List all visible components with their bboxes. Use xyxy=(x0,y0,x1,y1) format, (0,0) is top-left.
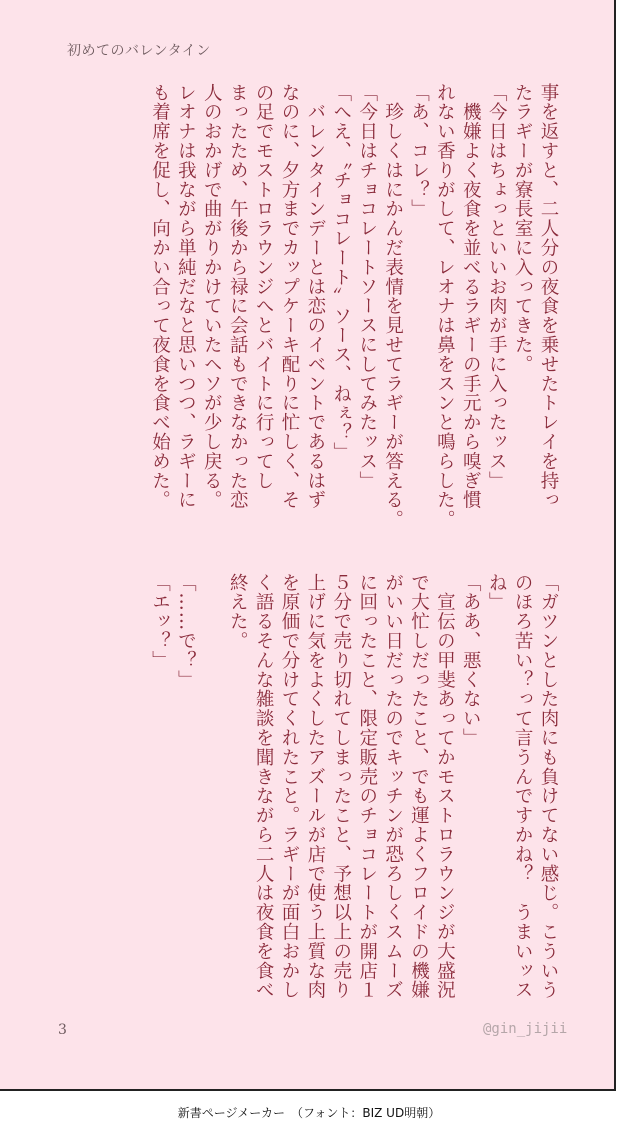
text-column: 「ガツンとした肉にも負けてない感じ。こういう xyxy=(538,573,559,1000)
text-column: 宣伝の甲斐あってかモストロラウンジが大盛況 xyxy=(434,573,456,1000)
text-column: 人のおかげで曲がりかけていたヘソが少し戻る。 xyxy=(201,83,223,510)
text-column: の足でモストロラウンジへとバイトに行ってし xyxy=(253,83,275,491)
text-column xyxy=(198,573,224,983)
generator-caption: 新書ページメーカー （フォント：BIZ UD明朝） xyxy=(177,1106,441,1120)
text-column: ね」 xyxy=(486,573,508,612)
text-column: 「あ、コレ？」 xyxy=(408,83,430,219)
text-column: 珍しくはにかんだ表情を見せてラギーが答える。 xyxy=(382,83,404,530)
text-column: なのに、夕方までカップケーキ配りに忙しく、そ xyxy=(279,83,300,510)
text-column: に回ったこと、限定販売のチョコレートが開店１ xyxy=(356,573,378,1000)
text-column: 「今日はチョコレートソースにしてみたッス」 xyxy=(356,83,378,491)
text-column: がいい日だったのでキッチンが恐ろしくスムーズ xyxy=(382,573,404,1000)
text-column: まったため、午後から禄に会話もできなかった恋 xyxy=(227,83,249,510)
text-column: のほろ苦い？って言うんですかね？ うまいッス xyxy=(512,573,534,1000)
text-column: 「へえ、〝チョコレート〟ソース、ねぇ？」 xyxy=(330,83,352,462)
text-column: を原価で分けてくれたこと。ラギーが面白おかし xyxy=(279,573,300,1000)
text-column: で大忙しだったこと、でも運よくフロイドの機嫌 xyxy=(408,573,430,1000)
page-number: 3 xyxy=(58,1022,67,1038)
text-column: レオナは我ながら単純だなと思いつつ、ラギーに xyxy=(175,83,197,510)
text-column: 機嫌よく夜食を並べるラギーの手元から嗅ぎ慣 xyxy=(460,83,482,510)
text-column: 「ああ、悪くない」 xyxy=(460,573,482,748)
author-handle: @gin_jijii xyxy=(483,1021,568,1037)
text-column: 「エッ？」 xyxy=(149,573,171,670)
text-column: バレンタインデーとは恋のイベントであるはず xyxy=(304,83,326,510)
text-column: 「……で？」 xyxy=(175,573,197,690)
text-column: 終えた。 xyxy=(227,573,249,651)
text-column: ５分で売り切れてしまったこと、予想以上の売り xyxy=(330,573,352,1000)
chapter-title: 初めてのバレンタイン xyxy=(67,43,211,59)
text-column: 上げに気をよくしたアズールが店で使う上質な肉 xyxy=(304,573,326,1000)
text-column: れない香りがして、レオナは鼻をスンと鳴らした。 xyxy=(434,83,456,530)
text-column: 「今日はちょっといいお肉が手に入ったッス」 xyxy=(486,83,508,491)
text-column: 事を返すと、二人分の夜食を乗せたトレイを持っ xyxy=(538,83,559,510)
text-column: たラギーが寮長室に入ってきた。 xyxy=(512,83,534,374)
text-column: く語るそんな雑談を聞きながら二人は夜食を食べ xyxy=(253,573,275,1000)
text-column: も着席を促し、向かい合って夜食を食べ始めた。 xyxy=(149,83,171,510)
